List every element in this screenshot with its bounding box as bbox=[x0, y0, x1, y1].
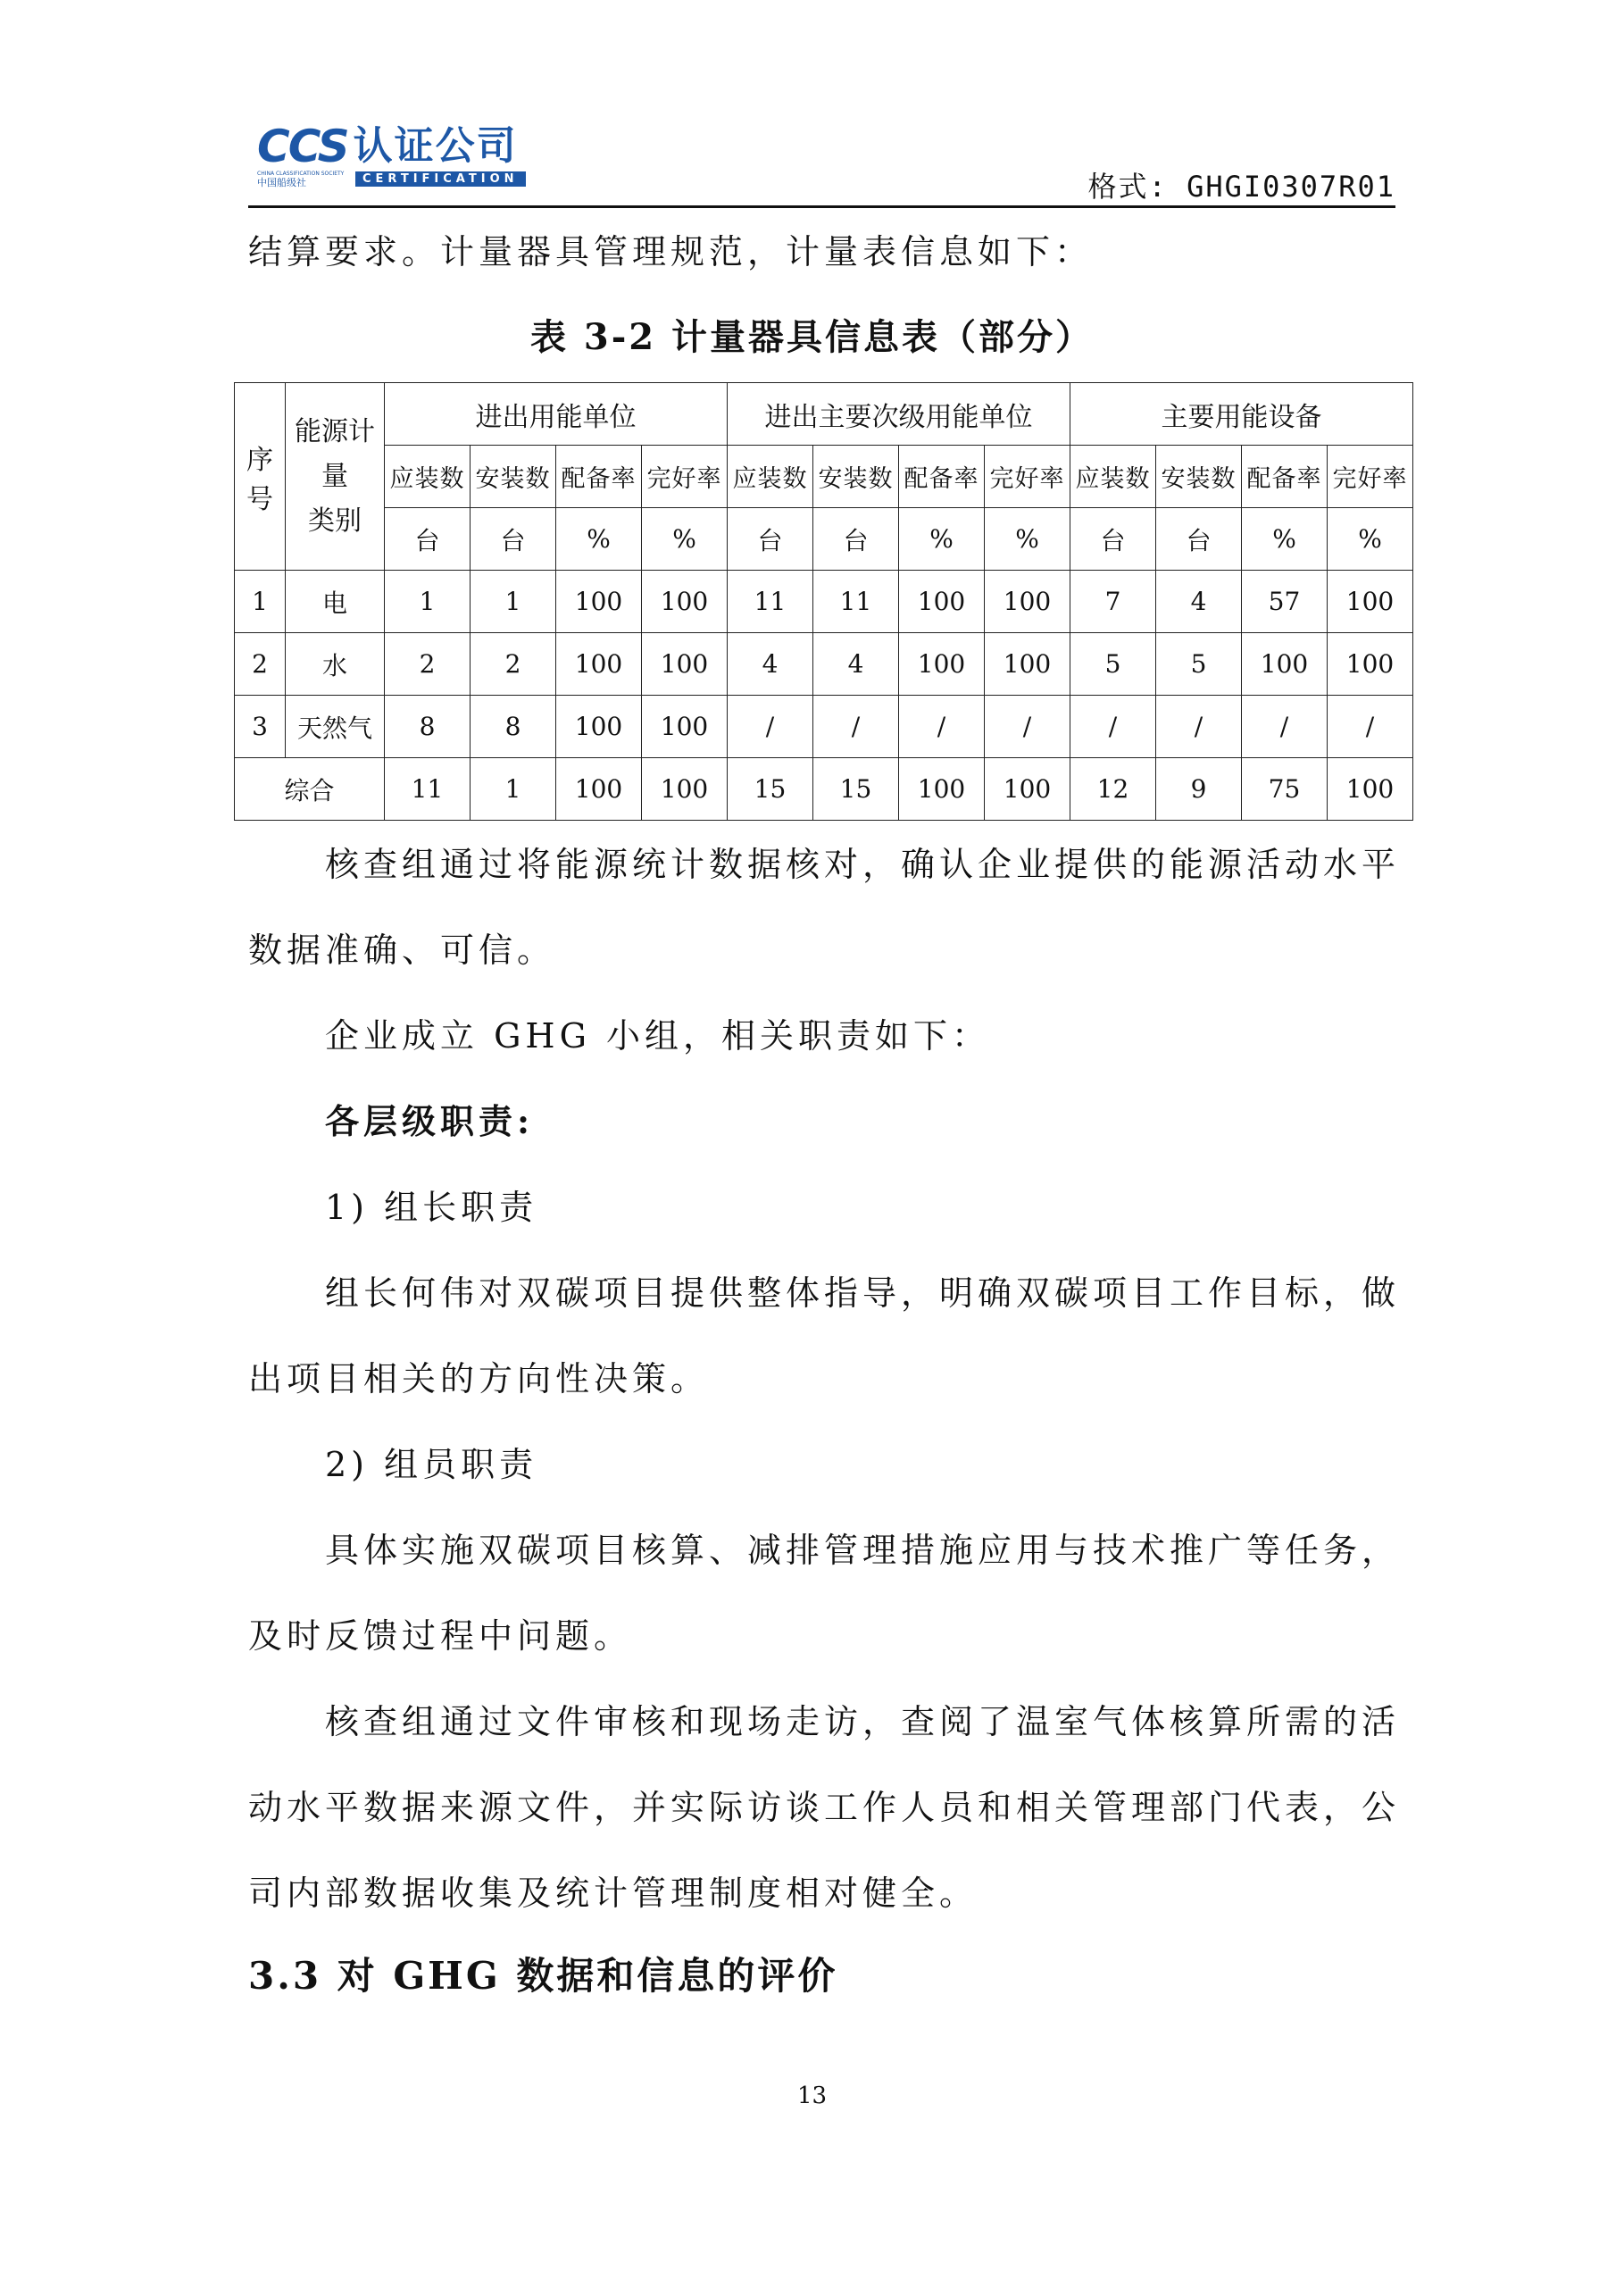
table-cell: 100 bbox=[1328, 758, 1413, 821]
unit-cell: 台 bbox=[1156, 508, 1242, 571]
table-cell: 100 bbox=[556, 696, 642, 758]
table-cell: 15 bbox=[813, 758, 899, 821]
subheader: 完好率 bbox=[985, 446, 1070, 508]
paragraph-line: 企业成立 GHG 小组，相关职责如下： bbox=[325, 1016, 991, 1056]
table-cell: 100 bbox=[985, 571, 1070, 633]
header-energy-type: 能源计 量 类别 bbox=[286, 383, 385, 571]
subheader: 安装数 bbox=[813, 446, 899, 508]
table-cell: 100 bbox=[985, 633, 1070, 696]
logo-subtitle: CHINA CLASSIFICATION SOCIETY 中国船级社 bbox=[257, 171, 345, 188]
table-cell: 57 bbox=[1242, 571, 1328, 633]
unit-cell: 台 bbox=[728, 508, 813, 571]
table-cell: 1 bbox=[385, 571, 471, 633]
table-cell: 4 bbox=[728, 633, 813, 696]
paragraph-line: 司内部数据收集及统计管理制度相对健全。 bbox=[248, 1874, 979, 1913]
format-code: 格式: GHGI0307R01 bbox=[1087, 170, 1395, 204]
unit-cell: % bbox=[899, 508, 985, 571]
table-cell: 5 bbox=[1156, 633, 1242, 696]
unit-cell: % bbox=[985, 508, 1070, 571]
table-cell: 4 bbox=[1156, 571, 1242, 633]
subheader: 配备率 bbox=[899, 446, 985, 508]
row-index: 2 bbox=[235, 633, 286, 696]
table-cell: 2 bbox=[471, 633, 556, 696]
table-cell: 100 bbox=[556, 758, 642, 821]
page-number: 13 bbox=[796, 2083, 828, 2109]
table-cell: 9 bbox=[1156, 758, 1242, 821]
unit-cell: % bbox=[1328, 508, 1413, 571]
table-cell: 8 bbox=[471, 696, 556, 758]
list-item-heading: 2) 组员职责 bbox=[325, 1445, 538, 1484]
table-cell: 100 bbox=[985, 758, 1070, 821]
subheader: 配备率 bbox=[1242, 446, 1328, 508]
table-cell: / bbox=[813, 696, 899, 758]
ccs-certification-logo bbox=[257, 121, 561, 189]
table-cell: 15 bbox=[728, 758, 813, 821]
subheader: 应装数 bbox=[1070, 446, 1156, 508]
paragraph-line: 动水平数据来源文件，并实际访谈工作人员和相关管理部门代表，公 bbox=[248, 1788, 1401, 1827]
unit-cell: 台 bbox=[385, 508, 471, 571]
table-cell: 1 bbox=[471, 571, 556, 633]
table-cell: 11 bbox=[813, 571, 899, 633]
subheading: 各层级职责: bbox=[325, 1101, 535, 1141]
table-cell: 100 bbox=[642, 633, 728, 696]
subheader: 应装数 bbox=[385, 446, 471, 508]
table-cell: / bbox=[899, 696, 985, 758]
table-cell: 5 bbox=[1070, 633, 1156, 696]
table-cell: / bbox=[728, 696, 813, 758]
table-cell: / bbox=[1242, 696, 1328, 758]
group-header-secondary: 进出主要次级用能单位 bbox=[728, 383, 1070, 446]
table-cell: 100 bbox=[642, 758, 728, 821]
unit-cell: % bbox=[642, 508, 728, 571]
row-index: 3 bbox=[235, 696, 286, 758]
table-row bbox=[235, 696, 1413, 758]
unit-cell: 台 bbox=[471, 508, 556, 571]
table-cell: 7 bbox=[1070, 571, 1156, 633]
table-caption: 表 3-2 计量器具信息表（部分） bbox=[529, 316, 1095, 358]
subheader: 完好率 bbox=[642, 446, 728, 508]
table-cell: 100 bbox=[556, 633, 642, 696]
table-cell: 100 bbox=[899, 633, 985, 696]
subheader: 应装数 bbox=[728, 446, 813, 508]
logo-ccs-text: CCS bbox=[257, 121, 348, 172]
unit-cell: % bbox=[556, 508, 642, 571]
paragraph-line: 数据准确、可信。 bbox=[248, 931, 556, 970]
paragraph-line: 组长何伟对双碳项目提供整体指导，明确双碳项目工作目标，做 bbox=[325, 1273, 1401, 1313]
table-cell: 100 bbox=[556, 571, 642, 633]
subheader: 安装数 bbox=[471, 446, 556, 508]
table-cell: / bbox=[985, 696, 1070, 758]
row-energy-type: 水 bbox=[286, 633, 385, 696]
table-cell: 100 bbox=[642, 696, 728, 758]
table-row bbox=[235, 571, 1413, 633]
paragraph-line: 出项目相关的方向性决策。 bbox=[248, 1359, 710, 1398]
row-index: 1 bbox=[235, 571, 286, 633]
total-label: 综合 bbox=[235, 758, 385, 821]
subheader: 完好率 bbox=[1328, 446, 1413, 508]
table-cell: / bbox=[1328, 696, 1413, 758]
logo-cn-text: 认证公司 bbox=[353, 123, 518, 169]
table-cell: 12 bbox=[1070, 758, 1156, 821]
table-cell: 100 bbox=[899, 758, 985, 821]
group-header-unit: 进出用能单位 bbox=[385, 383, 728, 446]
paragraph-line: 核查组通过文件审核和现场走访，查阅了温室气体核算所需的活 bbox=[325, 1702, 1401, 1741]
unit-cell: % bbox=[1242, 508, 1328, 571]
header-divider bbox=[248, 205, 1395, 208]
logo-certification-banner: CERTIFICATION bbox=[355, 171, 526, 187]
table-cell: 100 bbox=[1328, 633, 1413, 696]
table-cell: 2 bbox=[385, 633, 471, 696]
table-cell: 75 bbox=[1242, 758, 1328, 821]
table-cell: 100 bbox=[1242, 633, 1328, 696]
paragraph-line: 核查组通过将能源统计数据核对，确认企业提供的能源活动水平 bbox=[325, 845, 1401, 884]
table-row bbox=[235, 633, 1413, 696]
table-cell: / bbox=[1070, 696, 1156, 758]
group-header-equipment: 主要用能设备 bbox=[1070, 383, 1413, 446]
header-index: 序号 bbox=[235, 383, 286, 571]
table-cell: 8 bbox=[385, 696, 471, 758]
table-total-row bbox=[235, 758, 1413, 821]
unit-cell: 台 bbox=[1070, 508, 1156, 571]
table-cell: 11 bbox=[385, 758, 471, 821]
table-cell: 100 bbox=[899, 571, 985, 633]
section-title: 3.3 对 GHG 数据和信息的评价 bbox=[248, 1954, 838, 1998]
paragraph-line: 具体实施双碳项目核算、减排管理措施应用与技术推广等任务， bbox=[325, 1531, 1401, 1570]
table-cell: 100 bbox=[642, 571, 728, 633]
table-cell: 4 bbox=[813, 633, 899, 696]
subheader: 安装数 bbox=[1156, 446, 1242, 508]
table-cell: / bbox=[1156, 696, 1242, 758]
table-cell: 11 bbox=[728, 571, 813, 633]
subheader: 配备率 bbox=[556, 446, 642, 508]
table-cell: 1 bbox=[471, 758, 556, 821]
row-energy-type: 天然气 bbox=[286, 696, 385, 758]
intro-line: 结算要求。计量器具管理规范，计量表信息如下： bbox=[248, 232, 1094, 271]
unit-cell: 台 bbox=[813, 508, 899, 571]
row-energy-type: 电 bbox=[286, 571, 385, 633]
meter-info-table bbox=[234, 382, 1413, 821]
paragraph-line: 及时反馈过程中问题。 bbox=[248, 1616, 633, 1656]
table-cell: 100 bbox=[1328, 571, 1413, 633]
list-item-heading: 1) 组长职责 bbox=[325, 1188, 538, 1227]
